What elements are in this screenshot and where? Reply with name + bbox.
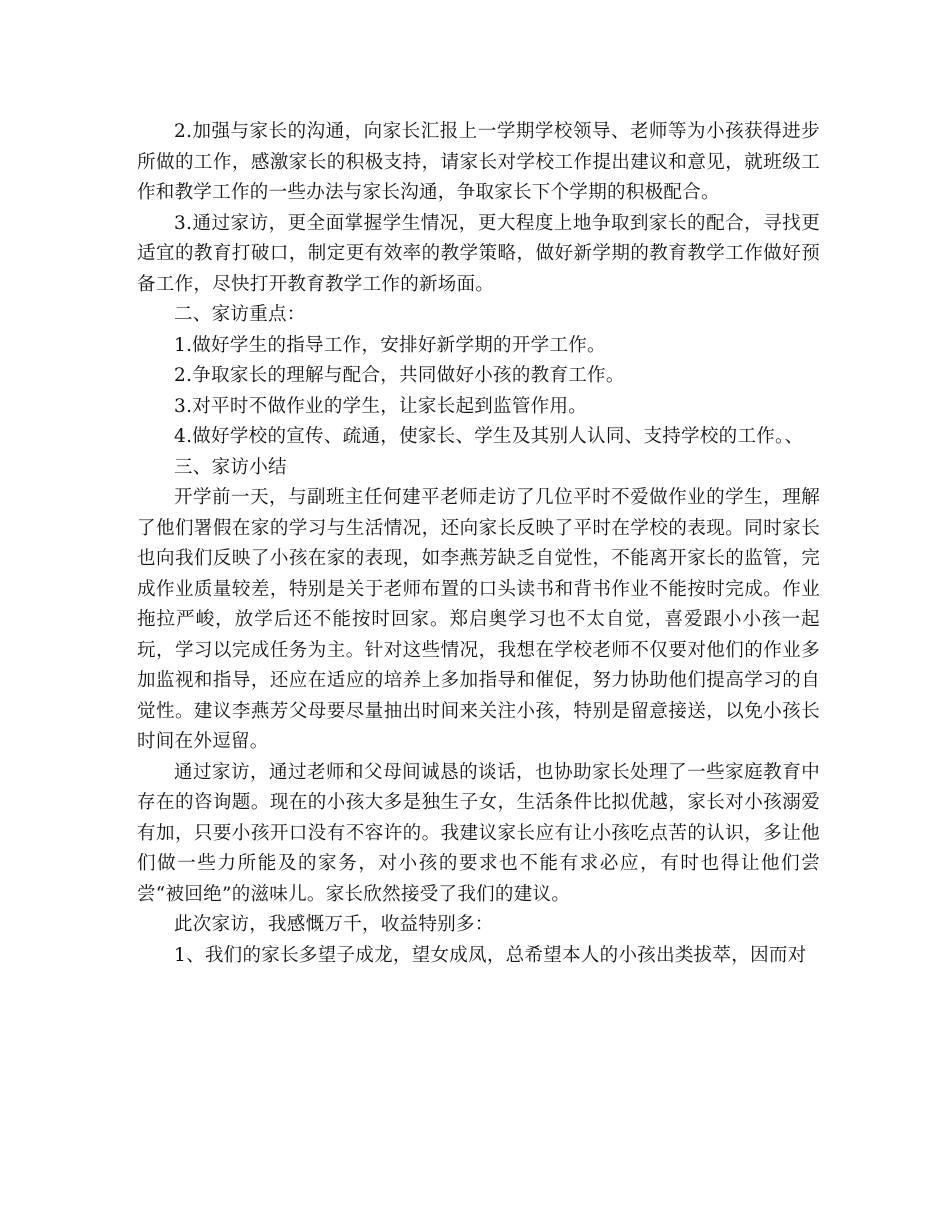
- list-item-focus-1: 1.做好学生的指导工作，安排好新学期的开学工作。: [174, 334, 606, 356]
- document-body: [137, 117, 820, 971]
- list-item-focus-3: 3.对平时不做作业的学生，让家长起到监管作用。: [174, 395, 588, 417]
- paragraph-goal-3: 3.通过家访，更全面掌握学生情况，更大程度上地争取到家长的配合，寻找更适宜的教育打破口，制定更有效率的教学策略，做好新学期的教育教学工作做好预备工作，尽快打开教育教学工作的新场面。: [137, 212, 820, 295]
- list-item-reflection-1: 1、我们的家长多望子成龙，望女成凤，总希望本人的小孩出类拔萃，因而对: [174, 944, 807, 966]
- list-item-focus-4: 4.做好学校的宣传、疏通，使家长、学生及其别人认同、支持学校的工作。、: [174, 426, 804, 447]
- paragraph-summary-reflection: 此次家访，我感慨万千，收益特别多：: [174, 914, 494, 935]
- paragraph-summary-talk: 通过家访，通过老师和父母间诚恳的谈话，也协助家长处理了一些家庭教育中存在的咨询题。现在的小孩大多是独生子女，生活条件比拟优越，家长对小孩溺爱有加，只要小孩开口没有不容许的。我建议家长应有让小孩吃点苦的认识，多让他们做一些力所能及的家务，对小孩的要求也不能有求必应，有时也得让他们尝尝“被回绝”的滋味儿。家长欣然接受了我们的建议。: [137, 761, 820, 905]
- paragraph-goal-2: 2.加强与家长的沟通，向家长汇报上一学期学校领导、老师等为小孩获得进步所做的工作，感激家长的积极支持，请家长对学校工作提出建议和意见，就班级工作和教学工作的一些办法与家长沟通，争取家长下个学期的积极配合。: [137, 121, 820, 203]
- section-heading-focus: 二、家访重点：: [174, 304, 306, 325]
- section-heading-summary: 三、家访小结: [174, 456, 287, 478]
- list-item-focus-2: 2.争取家长的理解与配合，共同做好小孩的教育工作。: [174, 365, 625, 386]
- paragraph-summary-visit: 开学前一天，与副班主任何建平老师走访了几位平时不爱做作业的学生，理解了他们署假在家的学习与生活情况，还向家长反映了平时在学校的表现。同时家长也向我们反映了小孩在家的表现，如李燕芳缺乏自觉性，不能离开家长的监管，完成作业质量较差，特别是关于老师布置的口头读书和背书作业不能按时完成。作业拖拉严峻，放学后还不能按时回家。郑启奥学习也不太自觉，喜爱跟小小孩一起玩，学习以完成任务为主。针对这些情况，我想在学校老师不仅要对他们的作业多加监视和指导，还应在适应的培养上多加指导和催促，努力协助他们提高学习的自觉性。建议李燕芳父母要尽量抽出时间来关注小孩，特别是留意接送，以免小孩长时间在外逗留。: [137, 487, 820, 752]
